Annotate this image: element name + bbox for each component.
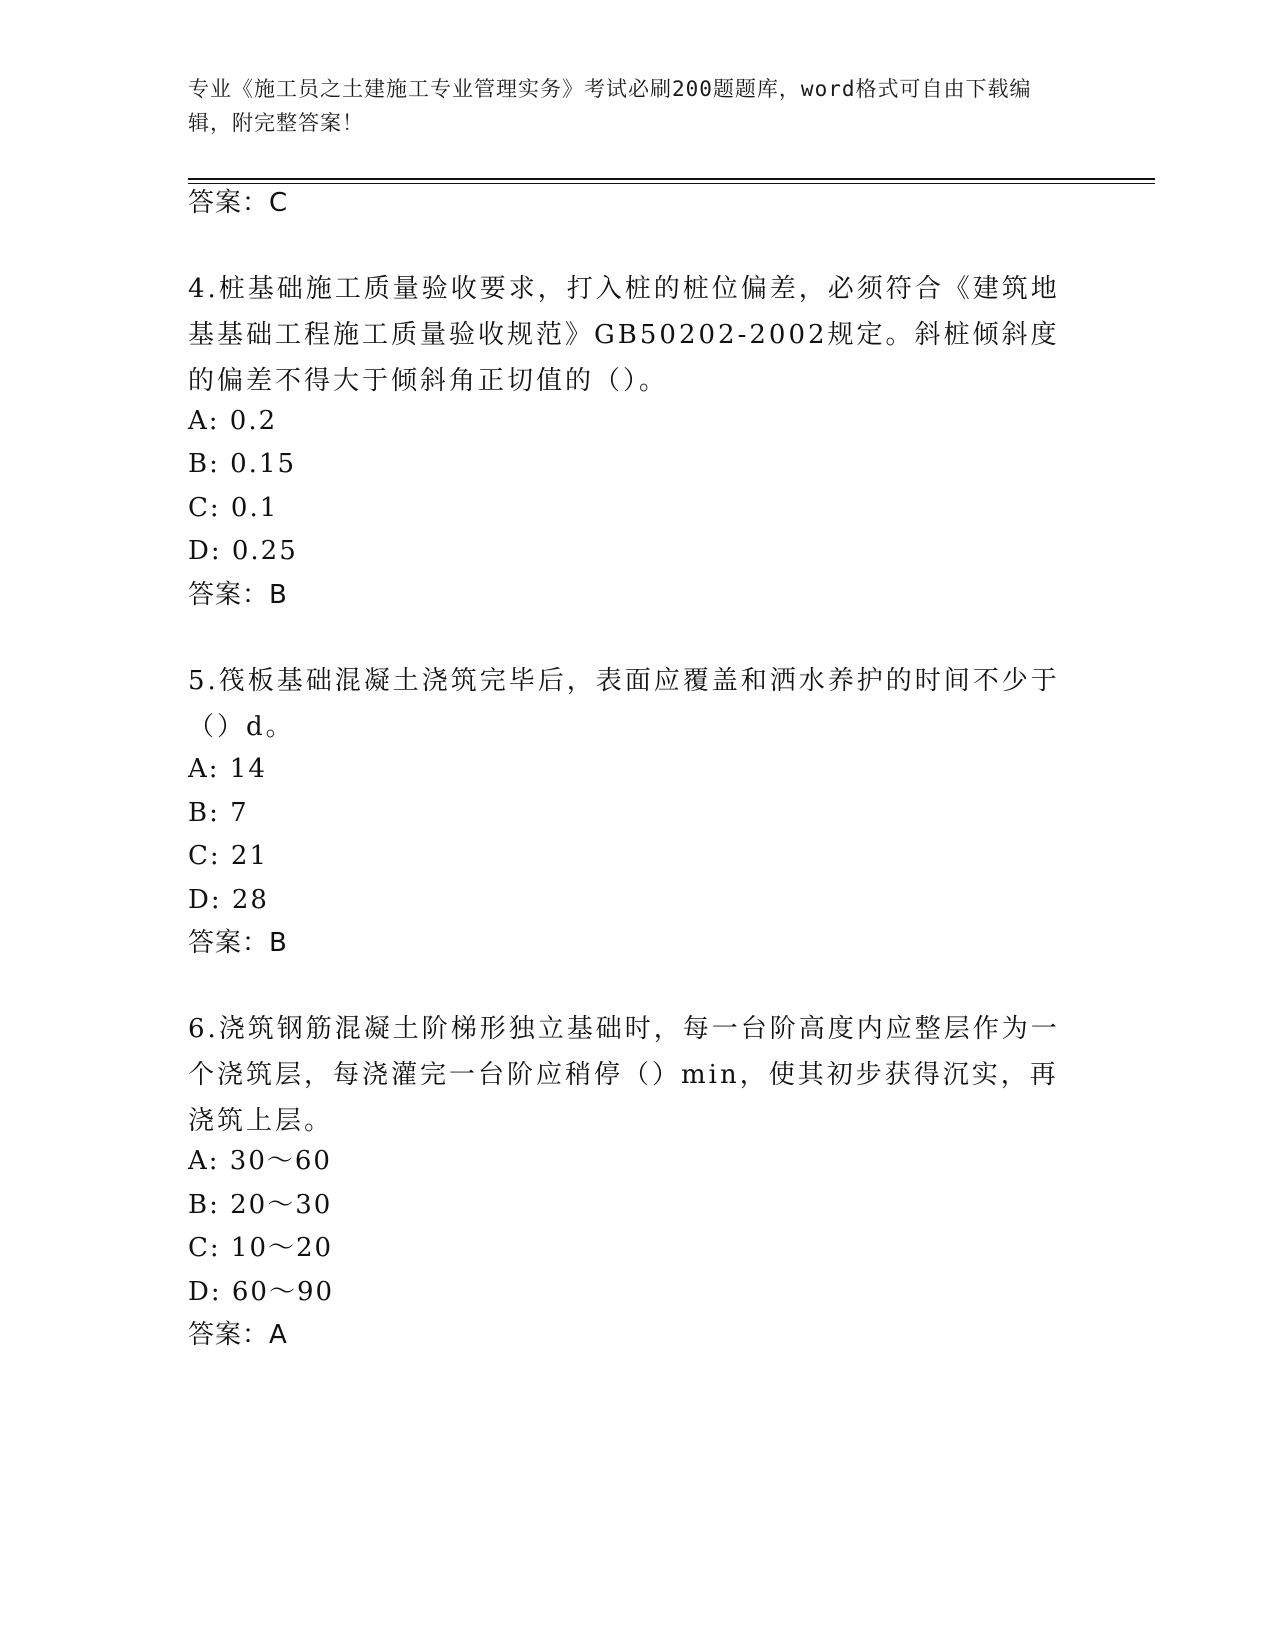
answer-5: 答案：B bbox=[188, 928, 288, 958]
answer-3: 答案：C bbox=[188, 188, 289, 218]
header-divider-thin bbox=[188, 183, 1155, 184]
answer-6: 答案：A bbox=[188, 1320, 288, 1350]
header-divider-thick bbox=[188, 178, 1155, 180]
question-4-option-d: D: 0.25 bbox=[188, 536, 298, 566]
question-6-option-a: A: 30～60 bbox=[188, 1146, 332, 1176]
question-6-text: 6.浇筑钢筋混凝土阶梯形独立基础时，每一台阶高度内应整层作为一个浇筑层，每浇灌完一台阶应稍停（）min，使其初步获得沉实，再浇筑上层。 bbox=[188, 1014, 1060, 1136]
question-6-option-b: B: 20～30 bbox=[188, 1190, 333, 1220]
question-4-text: 4.桩基础施工质量验收要求，打入桩的桩位偏差，必须符合《建筑地基基础工程施工质量验收规范》GB50202-2002规定。斜桩倾斜度的偏差不得大于倾斜角正切值的（）。 bbox=[188, 274, 1060, 396]
answer-4: 答案：B bbox=[188, 580, 288, 610]
question-5-option-b: B: 7 bbox=[188, 798, 249, 828]
question-5-text: 5.筏板基础混凝土浇筑完毕后，表面应覆盖和洒水养护的时间不少于（）d。 bbox=[188, 666, 1060, 742]
question-4-option-b: B: 0.15 bbox=[188, 449, 297, 479]
document-header: 专业《施工员之土建施工专业管理实务》考试必刷200题题库，word格式可自由下载编辑，附完整答案！ bbox=[188, 77, 1032, 135]
question-6-option-c: C: 10～20 bbox=[188, 1233, 334, 1263]
question-5-option-c: C: 21 bbox=[188, 841, 269, 871]
question-4-option-c: C: 0.1 bbox=[188, 493, 279, 523]
question-5-option-a: A: 14 bbox=[188, 754, 267, 784]
question-6-option-d: D: 60～90 bbox=[188, 1277, 335, 1307]
question-5-option-d: D: 28 bbox=[188, 885, 269, 915]
question-4-option-a: A: 0.2 bbox=[188, 406, 278, 436]
